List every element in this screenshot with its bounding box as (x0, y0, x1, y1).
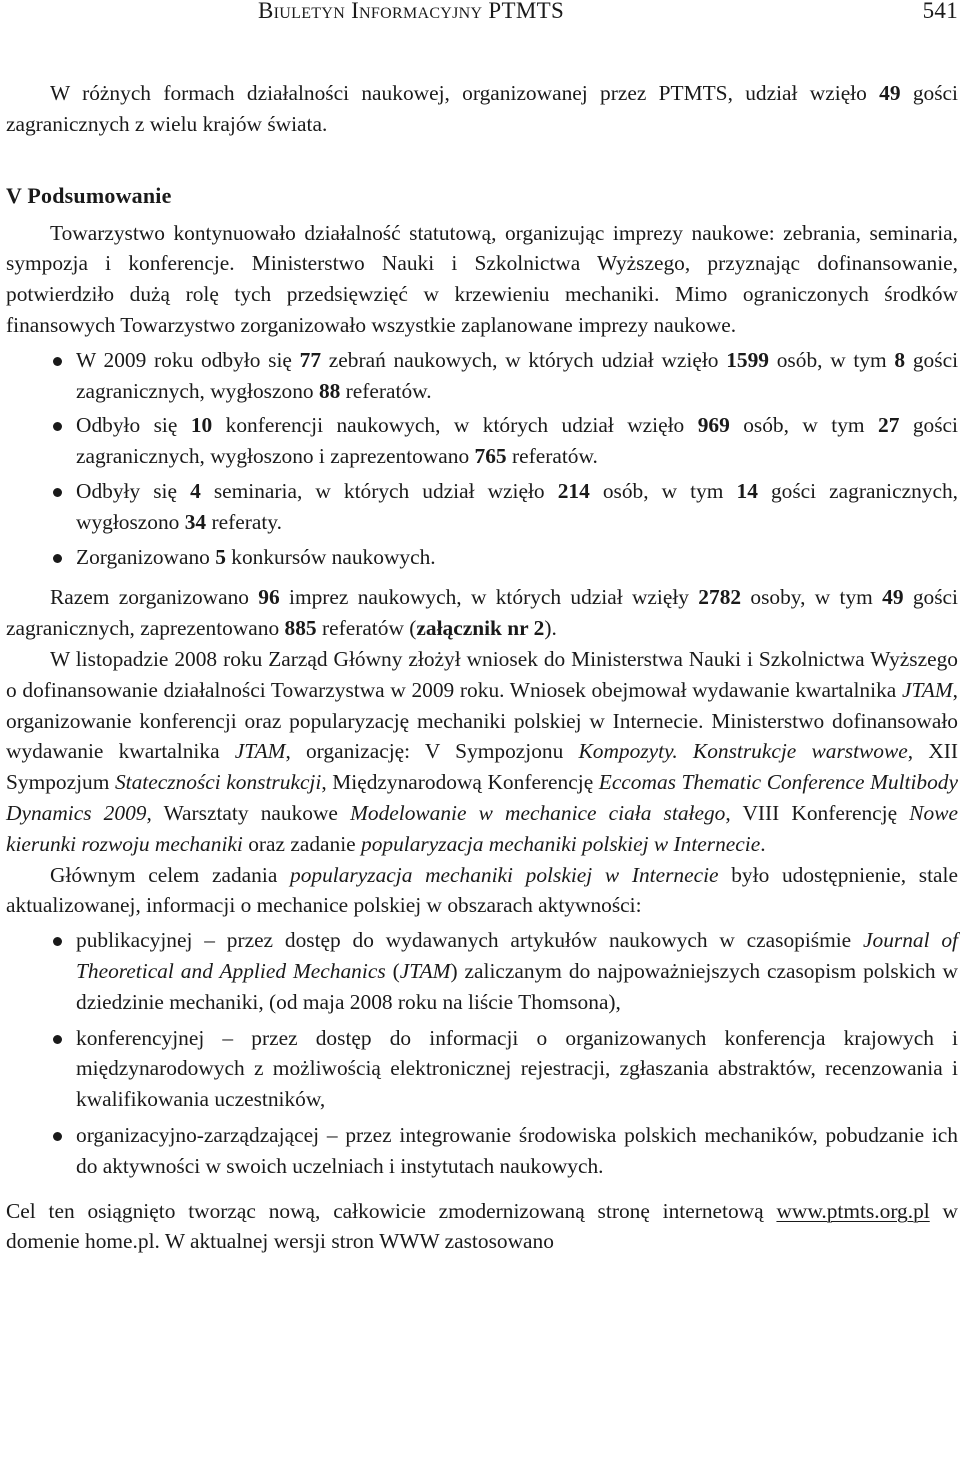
statistics-list (6, 345, 958, 573)
activity-areas-list (6, 925, 958, 1181)
summary-paragraph: Towarzystwo kontynuowało działalność statutową, organizując imprezy naukowe: zebrania, seminaria, sympozja i konferencje. Ministerstwo Nauki i Szkolnictwa Wyższego, przyznając dofinansowanie, potwierdziło dużą rolę tych przedsięwzięć w krzewieniu mechaniki. Mimo ograniczonych środków finansowych Towarzystwo zorganizowało wszystkie zaplanowane imprezy naukowe. (6, 220, 958, 337)
list-item: W 2009 roku odbyło się 77 zebrań naukowych, w których udział wzięło 1599 osób, w tym 8 gości zagranicznych, wygłoszono 88 referatów. (6, 345, 958, 407)
list-item: publikacyjnej – przez dostęp do wydawanych artykułów naukowych w czasopiśmie Journal of Theoretical and Applied Mechanics (JTAM) zaliczanym do najpoważniejszych czasopism polskich w dziedzinie mechaniki, (od maja 2008 roku na liście Thomsona), (6, 925, 958, 1017)
list-item: Zorganizowano 5 konkursów naukowych. (6, 542, 958, 573)
website-link[interactable]: www.ptmts.org.pl (776, 1198, 930, 1223)
appendix-reference: załącznik nr 2 (416, 616, 545, 641)
bullet-icon (53, 937, 62, 946)
page-number: 541 (922, 0, 958, 23)
list-item: organizacyjno-zarządzającej – przez integrowanie środowiska polskich mechaników, pobudzanie ich do aktywności w swoich uczelniach i instytutach naukowych. (6, 1120, 958, 1182)
running-header (6, 0, 958, 26)
bullet-icon (53, 488, 62, 497)
bullet-icon (53, 554, 62, 563)
section-heading: V Podsumowanie (6, 182, 172, 208)
totals-paragraph: Razem zorganizowano 96 imprez naukowych, w których udział wzięły 2782 osoby, w tym 49 gości zagranicznych, zaprezentowano 885 referatów (załącznik nr 2). (6, 585, 958, 641)
bullet-icon (53, 422, 62, 431)
list-item: Odbyły się 4 seminaria, w których udział wzięło 214 osób, w tym 14 gości zagranicznych, wygłoszono 34 referaty. (6, 476, 958, 538)
journal-title: Biuletyn Informacyjny PTMTS (258, 0, 565, 23)
bullet-icon (53, 357, 62, 366)
bullet-icon (53, 1035, 62, 1044)
body-text (6, 78, 958, 1257)
closing-paragraph: Cel ten osiągnięto tworząc nową, całkowicie zmodernizowaną stronę internetową www.ptmts.org.pl w domenie home.pl. W aktualnej wersji stron WWW zastosowano (6, 1198, 959, 1254)
list-item: Odbyło się 10 konferencji naukowych, w których udział wzięło 969 osób, w tym 27 gości zagranicznych, wygłoszono i zaprezentowano 765 referatów. (6, 410, 958, 472)
foreign-guests-count: 49 (879, 81, 901, 105)
bullet-icon (53, 1132, 62, 1141)
grant-paragraph: W listopadzie 2008 roku Zarząd Główny złożył wniosek do Ministerstwa Nauki i Szkolnictwa Wyższego o dofinansowanie działalności Towarzystwa w 2009 roku. Wniosek obejmował wydawanie kwartalnika JTAM, organizowanie konferencji oraz popularyzację mechaniki polskiej w Internecie. Ministerstwo dofinansowało wydawanie kwartalnika JTAM, organizację: V Sympozjonu Kompozyty. Konstrukcje warstwowe, XII Sympozjum Stateczności konstrukcji, Międzynarodową Konferencję Eccomas Thematic Conference Multibody Dynamics 2009, Warsztaty naukowe Modelowanie w mechanice ciała stałego, VIII Konferencję Nowe kierunki rozwoju mechaniki oraz zadanie popularyzacja mechaniki polskiej w Internecie. (6, 646, 959, 856)
intro-paragraph: W różnych formach działalności naukowej, organizowanej przez PTMTS, udział wzięło 49 gości zagranicznych z wielu krajów świata. (6, 81, 958, 136)
goal-paragraph: Głównym celem zadania popularyzacja mechaniki polskiej w Internecie było udostępnienie, stale aktualizowanej, informacji o mechanice polskiej w obszarach aktywności: (6, 862, 958, 918)
document-page (6, 0, 958, 1257)
list-item: konferencyjnej – przez dostęp do informacji o organizowanych konferencja krajowych i międzynarodowych z możliwością elektronicznej rejestracji, zgłaszania abstraktów, recenzowania i kwalifikowania uczestników, (6, 1023, 958, 1115)
